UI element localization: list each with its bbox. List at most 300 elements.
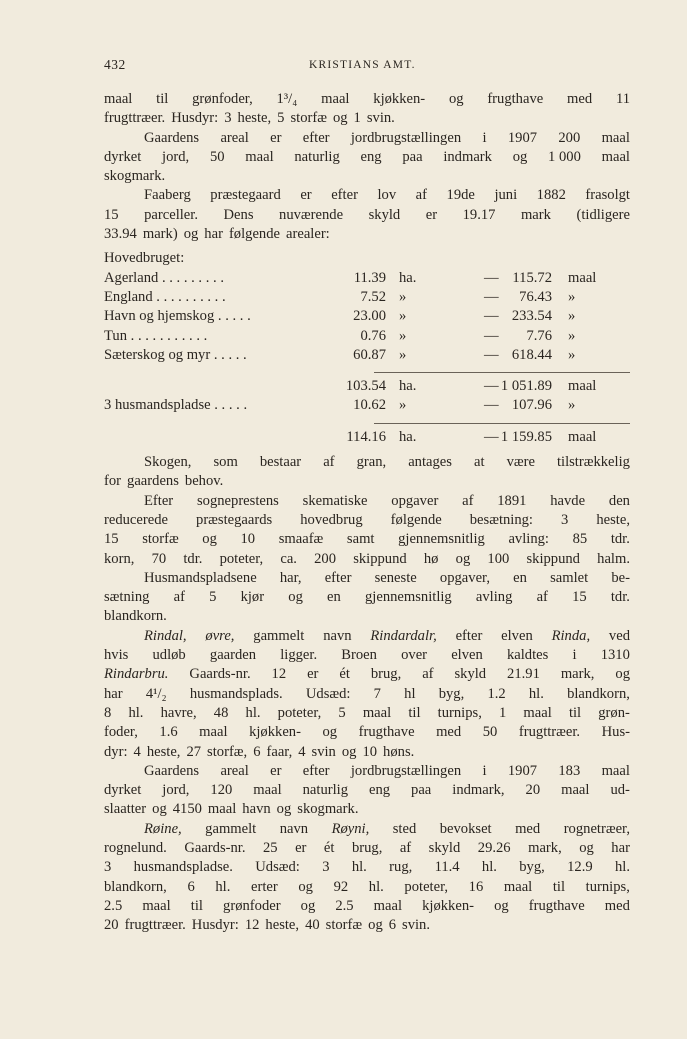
word: grønfoder, [192,91,253,107]
word: 92 [333,878,349,895]
word: efter [302,129,330,146]
subtotal-unit1: ha. [399,378,417,395]
text-line [104,530,630,549]
subtotal-unit2: maal [568,378,597,395]
word: tdr. [183,550,203,567]
word: til [552,878,566,895]
total-unit1: ha. [399,428,417,445]
text-line [104,569,630,588]
word: for [104,473,122,490]
text-line [104,607,630,626]
word: seneste [374,569,417,586]
word: 12 [244,917,260,934]
word: 1907 [507,762,538,779]
word: 50 [209,148,225,165]
word: 2.5 [335,897,354,914]
word: frugthave [358,724,415,741]
word: ét [323,839,335,856]
word: poteter, [219,550,264,567]
word: 12.9 [567,859,593,876]
word: Faaberg [144,187,191,204]
word: blandkorn, [567,685,630,702]
table-row [104,288,630,307]
text-line [104,878,630,897]
word: ca. [280,550,297,567]
table-row [104,396,630,415]
word: naturlig [294,148,340,165]
row-dash: — [484,269,499,286]
word: blandkorn. [104,608,167,625]
total-ha: 114.16 [346,428,386,445]
word: 85 [572,531,588,548]
word: heste, [237,110,272,127]
word: 4150 [172,801,202,818]
word: dyrket [104,782,142,799]
row-dash: — [484,308,499,325]
text-line [104,858,630,877]
word: sætning [104,589,150,606]
word: paa [411,782,432,799]
word: havn [242,801,271,818]
word: og [298,878,313,895]
word: eng [360,148,382,165]
row-unit1: » [399,327,407,344]
row-unit2: » [568,308,576,325]
row-maal: 7.76 [526,327,552,344]
word: en [513,569,527,586]
word: skematiske [302,492,368,509]
text-line [104,167,630,186]
word: den [608,492,630,509]
running-title: KRISTIANS AMT. [309,59,416,71]
word: 11.4 [434,859,460,876]
word: 200 [314,550,337,567]
word: skyld [454,666,487,683]
word: 4 [133,743,141,760]
table-heading-text: Hovedbruget: [104,250,185,267]
row-maal: 115.72 [512,269,552,286]
word: areal [220,129,249,146]
word: brug, [351,839,383,856]
word: af [462,492,474,509]
word: rognetræer, [563,820,630,837]
word: maal [373,897,403,914]
word: følgende [390,511,442,528]
word: og [152,801,167,818]
word: 3 [104,859,112,876]
word: 1.6 [159,724,178,741]
word: maal [561,782,590,799]
row-unit1: » [399,346,407,363]
word: 1 [353,110,361,127]
word: 15 [104,531,119,548]
word: er [270,129,282,146]
total-maal: 1 159.85 [500,428,552,445]
word: avling [475,589,513,606]
word: i [572,647,577,664]
word: præstegaards [196,511,273,528]
word: husmandspladse. [133,859,233,876]
word: med [604,897,630,914]
row-unit2: » [568,327,576,344]
word: skippund [526,550,580,567]
word: dyr: [104,743,128,760]
word: hl. [215,878,231,895]
word: frasolgt [585,187,630,204]
word: af [323,454,335,471]
row-unit1: » [399,308,407,325]
word: og [202,531,217,548]
word: Rinda, [551,627,591,644]
word: og [494,897,509,914]
word: Rindardalr, [370,627,437,644]
row-ha: 0.76 [360,327,386,344]
word: har, [279,569,302,586]
word: maal [362,704,392,721]
word: som [213,454,238,471]
word: rug, [389,859,413,876]
word: hl [404,685,416,702]
word: maal [142,897,171,914]
word: efter [331,187,358,204]
word: maal [245,148,274,165]
word: 1882 [536,187,566,204]
word: maal [207,801,237,818]
word: og [341,743,357,760]
word: og [368,917,383,934]
word: 6 [388,917,397,934]
word: samlet [550,569,589,586]
text-line [104,492,630,511]
text-line [104,762,630,781]
word: Efter [144,492,174,509]
word: bevokset [439,820,492,837]
row-label: Agerland . . . . . . . . . [104,269,224,286]
word: 1907 [507,129,538,146]
word: Gaards-nr. [189,666,251,683]
word: 1.2 [487,685,506,702]
word: efter [455,627,483,644]
word: 183 [558,762,581,779]
word: at [473,454,485,471]
word: 16 [468,878,484,895]
text-line [104,665,630,684]
word: efter [324,569,352,586]
word: korn, [104,550,135,567]
word: heste, [146,743,181,760]
word: og [455,550,471,567]
word: 20 [525,782,541,799]
word: opgaver [391,492,439,509]
word: 4 [298,743,306,760]
text-line [104,148,630,167]
word: 1 [498,704,507,721]
word: Udsæd: [305,685,351,702]
word: smaafæ [278,531,324,548]
word: jord, [162,782,190,799]
word: Broen [341,647,377,664]
table-row [104,346,630,365]
text-line [104,839,630,858]
word: maal [601,148,630,165]
word: havre, [160,704,197,721]
word: sogneprestens [196,492,279,509]
word: paa [402,148,423,165]
word: 8 [104,704,112,721]
row-label: Havn og hjemskog . . . . . [104,308,251,325]
text-line [104,685,630,704]
word: besætning: [469,511,533,528]
total-unit2: maal [568,428,597,445]
word: jord, [162,148,190,165]
word: turnips, [585,878,630,895]
word: til [190,897,203,914]
word: hl. [368,878,384,895]
subtotal-ha: 103.54 [345,378,386,395]
word: elven [451,647,483,664]
word: gaardens [127,473,179,490]
place-name: Røine, [144,820,182,837]
word: er [307,666,319,683]
word: faar, [266,743,293,760]
word: byg, [438,685,465,702]
word: navn [323,627,352,644]
word: være [506,454,535,471]
word: 4¹/₂ [145,685,167,702]
word: 3 [322,859,330,876]
place-name: Rindal, [144,627,187,644]
word: 1310 [600,647,630,664]
word: reducerede [104,511,168,528]
word: til [156,91,169,107]
word: 3 [561,511,569,528]
word: tilstrækkelig [556,454,630,471]
word: slaatter [104,801,147,818]
word: Gaards-nr. [184,839,246,856]
word: har [204,226,223,243]
text-line [104,90,630,109]
word: maal [104,91,133,107]
word: lov [377,187,397,204]
word: storfæ [290,110,327,127]
page-number: 432 [104,57,126,72]
word: tdr. [610,589,630,606]
text-line [104,916,630,935]
word: 10 [240,531,256,548]
row-dash: — [484,346,499,363]
word: gran, [356,454,387,471]
word: af [536,589,548,606]
word: 33.94 [104,226,137,243]
word: erter [251,878,278,895]
word: antages [408,454,452,471]
row-dash: — [484,327,499,344]
text-line [104,820,630,839]
text-line [104,627,630,646]
word: og [448,91,464,107]
word: 50 [482,724,498,741]
word: 6 [187,878,195,895]
row-label: England . . . . . . . . . . [104,288,226,305]
word: bestaar [259,454,302,471]
word: maal [523,704,552,721]
row-unit2: maal [568,269,597,286]
word: til [568,704,582,721]
word: hl. [481,859,497,876]
word: svin. [366,110,395,127]
word: foder, [104,724,138,741]
word: skippund [353,550,407,567]
word: Husdyr: [191,917,239,934]
word: efter [302,762,330,779]
word: af [415,187,427,204]
word: gaarden [209,647,257,664]
word: 1891 [497,492,527,509]
word: gammelt [253,627,305,644]
text-line [104,646,630,665]
word: 25 [263,839,278,856]
word: skogmark. [104,168,166,185]
word: samt [346,531,375,548]
word: 70 [151,550,167,567]
word: høns. [383,743,415,760]
row-ha: 11.39 [353,269,386,286]
word: Udsæd: [255,859,300,876]
word: med [515,820,541,837]
word: hl. [128,704,144,721]
word: frugthave [528,897,585,914]
word: 15 [572,589,587,606]
word: jordbrugstællingen [350,129,462,146]
word: 11 [615,91,630,107]
row-ha: 7.52 [360,288,386,305]
word: navn [279,820,309,837]
word: frugttræer. [518,724,581,741]
body-text [104,90,630,935]
word: maal [321,91,350,107]
word: ét [339,666,350,683]
text-line [104,897,630,916]
text-line [104,453,630,472]
word: hø [423,550,439,567]
total-dash: — [484,428,499,445]
word: skyld [368,206,401,223]
word: poteter, [277,704,322,721]
word: Gaardens [144,762,200,779]
word: 48 [213,704,229,721]
text-line [104,129,630,148]
word: og [300,897,316,914]
word: 15 [104,206,119,223]
word: kjøkken- [249,724,301,741]
word: udløb [152,647,186,664]
word: mark, [560,666,595,683]
word: mark, [528,839,562,856]
text-line [104,186,630,205]
word: frugthave [487,91,544,107]
row-label: Sæterskog og myr . . . . . [104,346,247,363]
word: 27 [186,743,202,760]
word: Husdyr: [171,110,219,127]
word: 3 [224,110,232,127]
word: nuværende [279,206,344,223]
word: 5 [209,589,217,606]
row-label: Tun . . . . . . . . . . . [104,327,208,344]
word: avling: [508,531,549,548]
word: maal [601,129,630,146]
word: 120 [210,782,233,799]
word: byg, [519,859,545,876]
word: parceller. [144,206,198,223]
word: Skogen, [144,454,192,471]
word: tdr. [610,531,630,548]
text-line [104,225,630,244]
row-unit1: » [399,288,407,305]
word: og [512,148,528,165]
word: og [288,589,303,606]
word: 5 [277,110,285,127]
word: er [295,839,307,856]
word: brug, [370,666,402,683]
word: Gaardens [144,129,200,146]
word: hovedbrug [300,511,363,528]
word: Rindarbru. [104,666,169,683]
word: husmandsplads. [189,685,283,702]
word: hl. [528,685,544,702]
word: 40 [305,917,320,934]
text-line [104,781,630,800]
word: svin [311,743,336,760]
word: har [104,685,123,702]
word: storfæ, [207,743,248,760]
word: halm. [597,550,630,567]
word: med [436,724,462,741]
word: havde [550,492,586,509]
word: 100 [487,550,510,567]
word: (tidligere [576,206,630,223]
word: Husmandspladsene [144,569,257,586]
word: og [579,839,594,856]
table-subtotal-row [104,377,630,396]
word: har [611,839,630,856]
word: behov. [184,473,224,490]
word: 1³/₄ [276,91,298,107]
word: indmark [443,148,492,165]
word: over [401,647,428,664]
word: 19.17 [462,206,496,223]
word: heste, [265,917,300,934]
word: Dens [223,206,254,223]
word: dyrket [104,148,142,165]
word: kjøkken- [373,91,426,107]
row-ha: 10.62 [353,397,386,414]
word: 10 [362,743,378,760]
row-unit2: » [568,397,576,414]
table-row [104,307,630,326]
word: sted [392,820,417,837]
table-heading [104,249,630,268]
word: ud- [610,782,630,799]
word: gjennemsnitlig [398,531,485,548]
word: svin. [402,917,431,934]
text-line [104,109,630,128]
word: ligger. [280,647,318,664]
subtotal-maal: 1 051.89 [500,378,552,395]
word: 7 [373,685,381,702]
word: med [567,91,593,107]
word: grønfoder [223,897,281,914]
word: præstegaard [210,187,281,204]
